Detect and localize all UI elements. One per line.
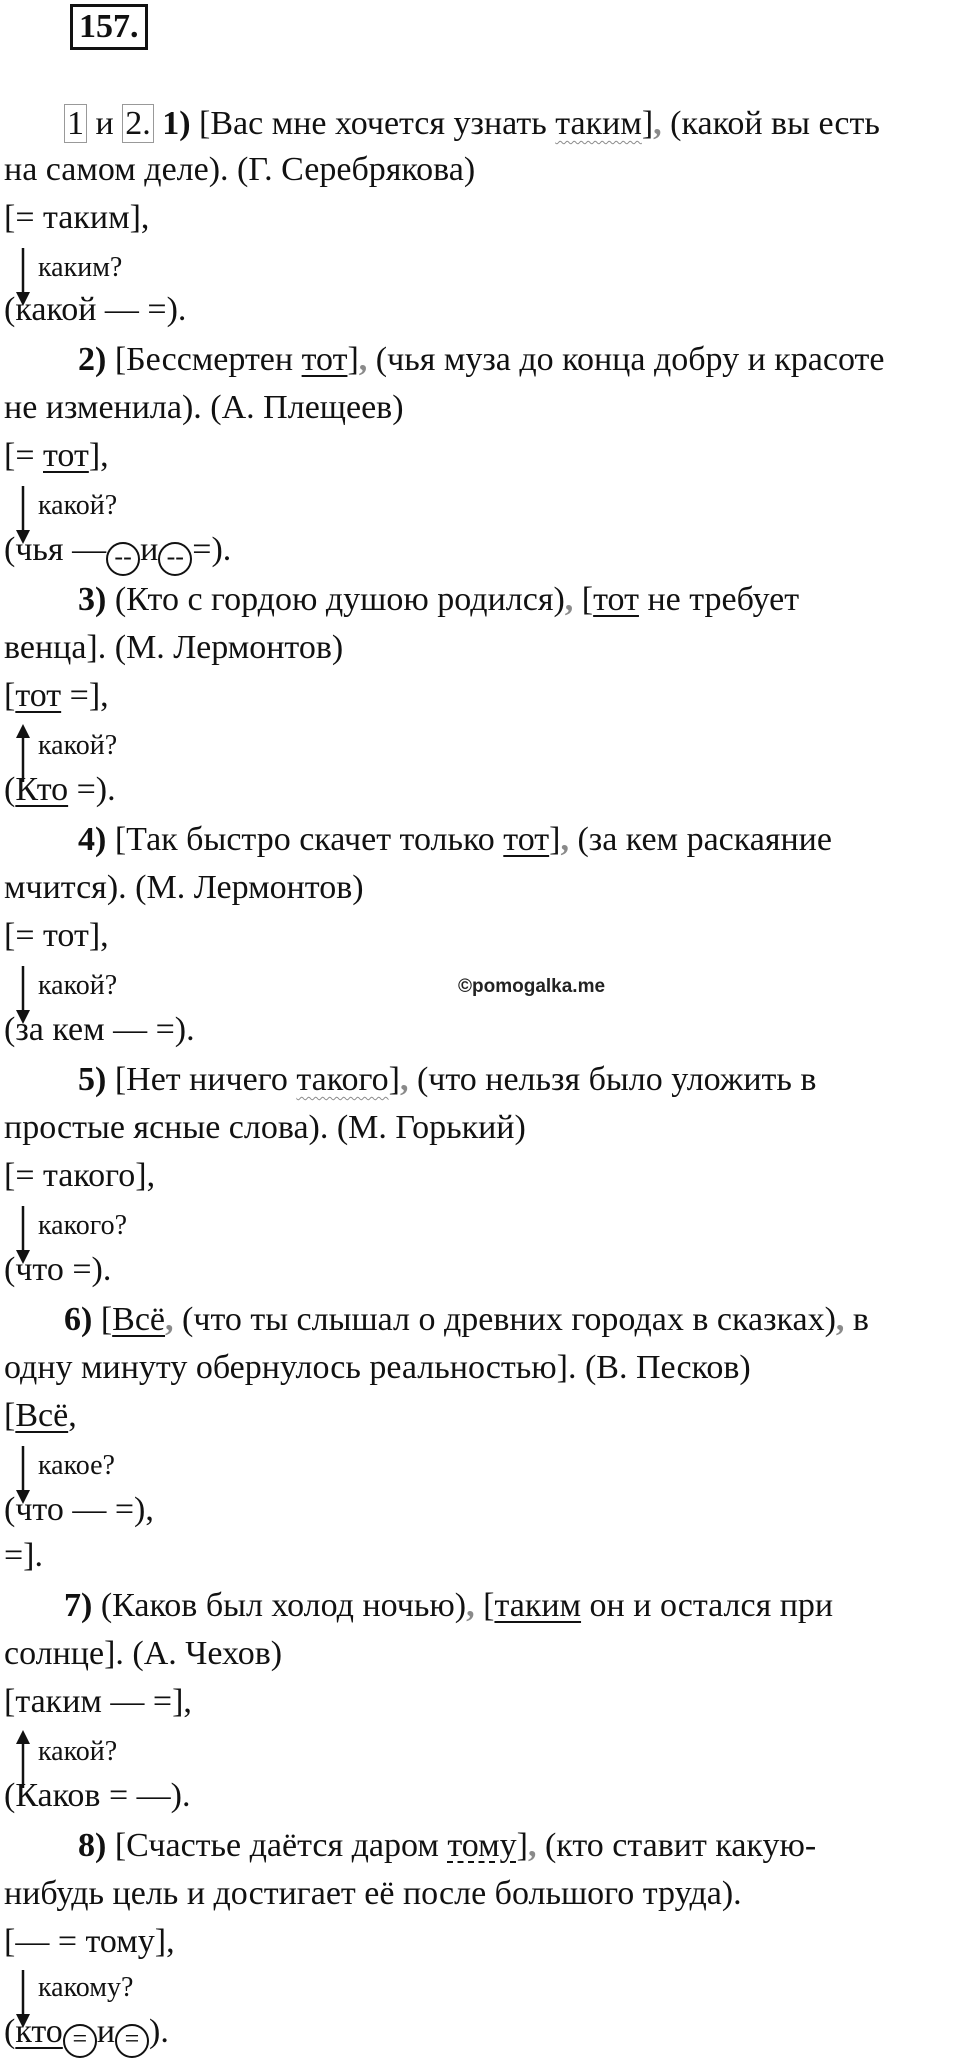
scheme-8-main: [— = тому], <box>4 1923 175 1960</box>
subject-word: Всё <box>15 1397 69 1434</box>
comma-mark: , <box>527 1827 537 1864</box>
text: (чья — <box>4 531 107 568</box>
text: ] <box>641 105 654 142</box>
item-number: 4) <box>78 821 107 858</box>
text: (Каков был холод ночью) <box>92 1587 467 1624</box>
scheme-1-sub: (какой — =). <box>4 291 187 328</box>
predicate-circle-icon: = <box>115 2024 149 2058</box>
subject-word: тот <box>15 677 62 714</box>
comma-mark: , <box>358 341 368 378</box>
and-text: и <box>87 105 123 142</box>
text: [Нет ничего <box>106 1061 297 1098</box>
ref-1: 1 <box>64 104 87 143</box>
scheme-3-question: какой? <box>38 730 118 761</box>
text: и <box>96 2013 116 2050</box>
adverbial-word: такого <box>296 1061 389 1098</box>
text: ], <box>88 437 109 474</box>
text: [ <box>474 1587 495 1624</box>
sentence-4-line-2: мчится). (М. Лермонтов) <box>4 869 364 906</box>
ref-2: 2. <box>122 104 154 143</box>
text: ). <box>149 2013 169 2050</box>
text: (что ты слышал о древних городах в сказках) <box>173 1301 836 1338</box>
comma-mark: , <box>399 1061 409 1098</box>
adverbial-word: таким <box>555 105 642 142</box>
subject-word: тот <box>43 437 89 474</box>
scheme-7-main: [таким — =], <box>4 1683 192 1720</box>
text: [Бессмертен <box>106 341 302 378</box>
sentence-2-line-1 <box>78 340 885 380</box>
sentence-7-line-1 <box>64 1586 833 1626</box>
scheme-3-main <box>4 676 109 716</box>
scheme-6-question: какое? <box>38 1450 115 1481</box>
exercise-number: 157. <box>70 4 148 50</box>
scheme-6-main <box>4 1396 77 1436</box>
scheme-1-question: каким? <box>38 252 123 283</box>
item-number: 6) <box>64 1301 93 1338</box>
text: [ <box>4 677 16 714</box>
subject-word: тот <box>593 581 639 618</box>
object-word: тому <box>447 1827 517 1864</box>
text: (чья муза до конца добру и красоте <box>367 341 885 378</box>
comma-mark: , <box>835 1301 845 1338</box>
text: [ <box>573 581 594 618</box>
scheme-4-main: [= тот], <box>4 917 109 954</box>
text: [ <box>92 1301 113 1338</box>
item-number: 1) <box>153 105 191 142</box>
text: =], <box>61 677 109 714</box>
text: (что нельзя было уложить в <box>408 1061 817 1098</box>
scheme-8-question: какому? <box>38 1972 134 2003</box>
watermark: ©pomogalka.me <box>458 976 606 997</box>
text: [ <box>4 1397 16 1434</box>
sentence-8-line-1 <box>78 1826 816 1866</box>
comma-mark: , <box>653 105 662 142</box>
text: (за кем раскаяние <box>568 821 832 858</box>
text: ( <box>4 771 16 808</box>
text: (кто ставит какую- <box>536 1827 817 1864</box>
item-number: 7) <box>64 1587 93 1624</box>
text: [Счастье даётся даром <box>106 1827 448 1864</box>
item-number: 8) <box>78 1827 107 1864</box>
subject-word: тот <box>503 821 550 858</box>
subject-word: тот <box>301 341 348 378</box>
scheme-8-sub <box>4 2012 169 2058</box>
circumstance-circle-icon: -- <box>158 542 192 576</box>
scheme-6-sub: (что — =), <box>4 1491 154 1528</box>
scheme-2-sub <box>4 530 231 576</box>
scheme-5-main: [= такого], <box>4 1157 156 1194</box>
comma-mark: , <box>564 581 574 618</box>
text: [= <box>4 437 43 474</box>
scheme-5-question: какого? <box>38 1210 128 1241</box>
sentence-8-line-2: нибудь цель и достигает её после большого труда). <box>4 1875 742 1912</box>
text: ] <box>516 1827 528 1864</box>
text: ( <box>4 2013 16 2050</box>
text: [Так быстро скачет только <box>106 821 504 858</box>
sentence-2-line-2: не изменила). (А. Плещеев) <box>4 389 404 426</box>
text: (Кто с гордою душою родился) <box>106 581 565 618</box>
sentence-5-line-2: простые ясные слова). (М. Горький) <box>4 1109 526 1146</box>
sentence-6-line-2: одну минуту обернулось реальностью]. (В. Песков) <box>4 1349 751 1386</box>
subject-word: Всё <box>112 1301 166 1338</box>
predicate-circle-icon: = <box>63 2024 97 2058</box>
comma-mark: , <box>560 821 569 858</box>
sentence-3-line-2: венца]. (М. Лермонтов) <box>4 629 344 666</box>
scheme-1-main: [= таким], <box>4 199 150 236</box>
sentence-1-line-2: на самом деле). (Г. Серебрякова) <box>4 151 476 188</box>
text: ] <box>549 821 561 858</box>
text: он и остался при <box>581 1587 834 1624</box>
scheme-2-main <box>4 436 109 476</box>
sentence-3-line-1 <box>78 580 799 620</box>
text: =). <box>68 771 116 808</box>
scheme-6-end: =]. <box>4 1537 43 1574</box>
subject-word: кто <box>15 2013 63 2050</box>
scheme-7-question: какой? <box>38 1736 118 1767</box>
comma-mark: , <box>466 1587 475 1624</box>
text: =). <box>192 531 232 568</box>
subject-word: Кто <box>15 771 69 808</box>
scheme-5-sub: (что =). <box>4 1251 112 1288</box>
text: ] <box>347 341 359 378</box>
item-number: 5) <box>78 1061 107 1098</box>
text: (какой вы есть <box>661 105 880 142</box>
text: в <box>844 1301 869 1338</box>
sentence-5-line-1 <box>78 1060 816 1100</box>
text: , <box>68 1397 77 1434</box>
circumstance-circle-icon: -- <box>106 542 140 576</box>
scheme-3-sub <box>4 770 116 810</box>
scheme-4-sub: (за кем — =). <box>4 1011 195 1048</box>
sentence-6-line-1 <box>64 1300 869 1340</box>
scheme-4-question: какой? <box>38 970 118 1001</box>
item-number: 3) <box>78 581 107 618</box>
text: ] <box>388 1061 400 1098</box>
text: не требует <box>638 581 800 618</box>
scheme-2-question: какой? <box>38 490 118 521</box>
item-number: 2) <box>78 341 107 378</box>
sentence-1-line-1 <box>64 104 880 144</box>
comma-mark: , <box>165 1301 174 1338</box>
subject-word: таким <box>494 1587 582 1624</box>
scheme-7-sub: (Каков = —). <box>4 1777 191 1814</box>
sentence-4-line-1 <box>78 820 832 860</box>
sentence-7-line-2: солнце]. (А. Чехов) <box>4 1635 283 1672</box>
text: [Вас мне хочется узнать <box>190 105 556 142</box>
text: и <box>140 531 159 568</box>
